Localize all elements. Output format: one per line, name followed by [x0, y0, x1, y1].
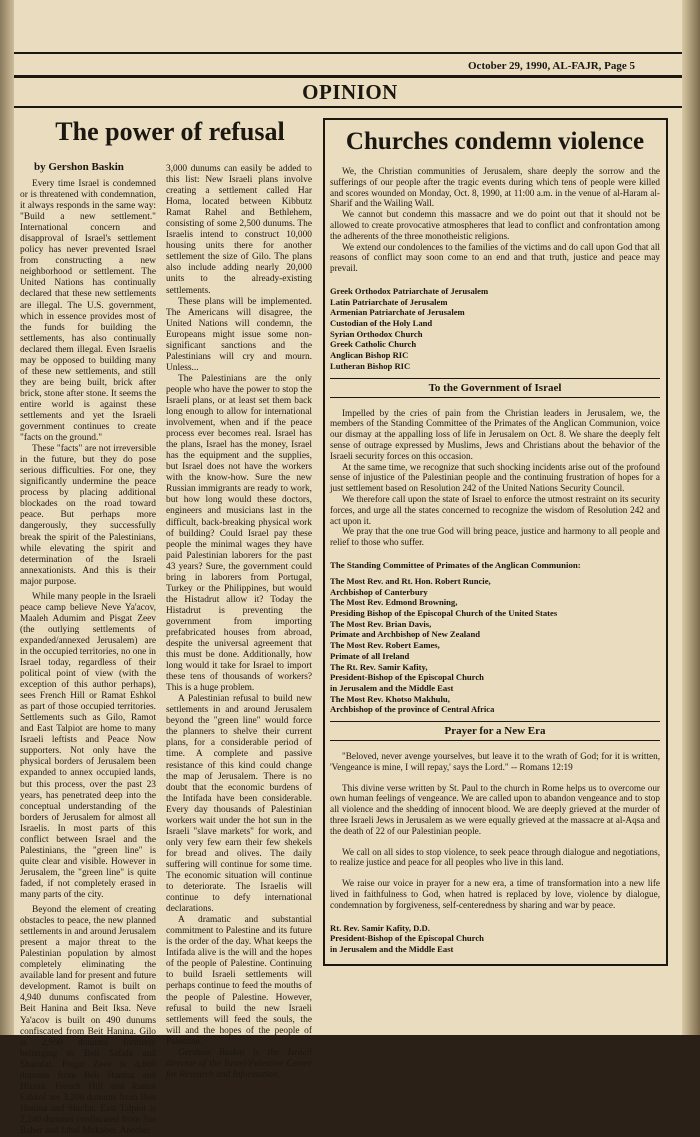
- prayer-headline: Prayer for a New Era: [444, 725, 546, 738]
- paragraph: Every time Israel is condemned or is threatened with condemnation, it always responds in the same way: "Build a new settlement." International concern and disapproval of Israel's settlement policy has never prevented Israel from constructing a new neighborhood or settlement. The United Nations has continually declared that these new settlements are illegal. The U.S. government, which in essence provides most of the funds for building the settlements, has also continually declared them illegal. Even Israelis may be opposed to building many of these new settlements, and still they are being built, brick after brick, stone after stone. It seems the entire world is against these settlements and yet the Israeli government continues to create "facts on the ground.": [20, 179, 156, 444]
- top-rule: [14, 52, 682, 54]
- signatory: Anglican Bishop RIC: [330, 350, 409, 361]
- signatory: Archbishop of Canterbury: [330, 586, 428, 597]
- paragraph: Beyond the element of creating obstacles to peace, the new planned settlements in and around Jerusalem present a major threat to the Palestinian population by almost completely eliminating the available land for present and future development. Ramot is built on 4,940 dunums confiscated from Beit Hanina and Beit Iksa. Neve Ya'acov is built on 490 dunums confiscated from Beit Hanina. Gilo is 2,950 dunums formerly belonging to Beit Safafa and Sharafat. Pisgat Zeev is 4,600 dunums from Beit Hanina and Hizma. French Hill and Ramat Eshkol are 3,200 dunums from Beit Hanina and Shu'fat. East Talpiot is 2,240 dunums confiscated from Sur Baher and Jabal Mukaber. Another: [20, 905, 156, 1136]
- paragraph: We pray that the one true God will bring peace, justice and harmony to all people and relief to those who suffer.: [330, 526, 660, 548]
- author-bio: Gershon Baskin is the Israeli director of the Israel/Palestine Center for Research and Information.: [166, 1047, 312, 1080]
- page-edge: [682, 0, 700, 1035]
- signatory: Primate and Archbishop of New Zealand: [330, 629, 481, 640]
- signatory: The Most Rev. Edmond Browning,: [330, 597, 458, 608]
- signatory: in Jerusalem and the Middle East: [330, 944, 454, 955]
- paragraph: While many people in the Israeli peace camp believe Neve Ya'acov, Maaleh Adumim and Pisgat Zeev (the outlying settlements of expanded/annexed Jerusalem) are in the occupied territories, no one in Israel today, regardless of their political point of view (with the exception of this author perhaps), sees French Hill or Ramat Eshkol as part of those occupied territories. Settlements such as Gilo, Ramot and East Talpiot are home to many Israeli leftists and Peace Now supporters. Not only have the physical borders of Jerusalem been expanded to annex occupied lands, but this process, over the past 23 years, has penetrated deep into the conceptual understanding of the borders of Jerusalem for almost all Israelis. In most parts of this conflict between Israel and the Palestinians, the "green line" is quite clear and visible. However in Jerusalem, the "green line" is quite faded, if not completely erased in many parts of the city.: [20, 591, 156, 900]
- signatory: in Jerusalem and the Middle East: [330, 682, 454, 693]
- signatory: Syrian Orthodox Church: [330, 328, 423, 339]
- signatory: Custodian of the Holy Land: [330, 318, 433, 329]
- signatory: Armenian Patriarchate of Jerusalem: [330, 307, 465, 318]
- churches-headline: Churches condemn violence: [345, 128, 645, 155]
- article-headline: The power of refusal: [55, 117, 285, 146]
- prayer-statement: [330, 751, 660, 911]
- divider: [330, 397, 660, 398]
- dateline: October 29, 1990, AL-FAJR, Page 5: [468, 60, 636, 72]
- primates-signatories: [330, 576, 660, 715]
- paragraph: We therefore call upon the state of Israel to enforce the utmost restraint on its security forces, and urge all the states concerned to recognize the wisdom of Resolution 242 and act upon it.: [330, 493, 660, 526]
- signatory: Rt. Rev. Samir Kafity, D.D.: [330, 922, 430, 933]
- section-title: OPINION: [302, 80, 398, 104]
- paragraph: A dramatic and substantial commitment to Palestine and its future is the order of the day. What keeps the Intifada alive is the will and the hopes of the people of Palestine. Continuing to build Israeli settlements will perhaps continue to feed the mouths of the people of Palestine. However, refusal to build the new Israeli settlements will feed the souls, the will and the hopes of the people of Palestine.: [166, 915, 312, 1047]
- paragraph: We, the Christian communities of Jerusalem, share deeply the sorrow and the sufferings of our people after the tragic events during which tens of people were killed and scores wounded on Monday, Oct. 8, 1990, at 11:00 a.m. in the venue of al-Haram al-Sharif and the Wailing Wall.: [330, 166, 660, 209]
- paragraph: These plans will be implemented. The Americans will disagree, the United Nations will condemn, the Europeans might issue some non-significant sanctions and the Palestinians will cry and mourn. Unless...: [166, 296, 312, 373]
- signatory: Latin Patriarchate of Jerusalem: [330, 296, 448, 307]
- signatory: The Most Rev. Robert Eames,: [330, 640, 440, 651]
- paragraph: Impelled by the cries of pain from the Christian leaders in Jerusalem, we, the members of the Standing Committee of the Primates of the Anglican Communion, voice our dismay at the appalling loss of life in Jerusalem on Oct. 8. We share the deeply felt sense of outrage expressed by Muslims, Jews and Christians about the behavior of the Israeli security forces on this occasion.: [330, 407, 660, 461]
- header-rule-thick: [14, 75, 682, 78]
- paragraph: We cannot but condemn this massacre and we do point out that it should not be allowed to create provocative atmospheres that lead to conflict and confrontation among the adherents of the three monotheistic religions.: [330, 209, 660, 241]
- churches-statement: [330, 166, 660, 274]
- statements-content: [330, 124, 660, 955]
- signatory: President-Bishop of the Episcopal Church: [330, 672, 484, 683]
- divider: [330, 740, 660, 741]
- government-statement: [330, 408, 660, 548]
- scripture-quote: "Beloved, never avenge yourselves, but leave it to the wrath of God; for it is written, 'Vengeance is mine, I will repay,' says the Lord." -- Romans 12:19: [330, 751, 660, 772]
- paragraph: These "facts" are not irreversible in the future, but they do pose serious difficulties. For one, they significantly undermine the peace process by placing additional blockades on the road toward peace. But perhaps more dangerously, they successfully break the spirit of the Palestinians, while elevating the spirit and determination of the Israeli annexationists. And this is their major purpose.: [20, 444, 156, 587]
- signatory: The Rt. Rev. Samir Kafity,: [330, 661, 428, 672]
- government-headline: To the Government of Israel: [428, 381, 562, 394]
- paragraph: This divine verse written by St. Paul to the church in Rome helps us to overcome our own human feelings of vengeance. We are called upon to abandon vengeance and to stop all violence and the shedding of innocent blood. We are deeply grieved at the murder of three Israeli Jews in Jerusalem as we were equally grieved at the massacre at al-Aqsa and the death of 22 of our Palestinian people.: [330, 782, 660, 836]
- paragraph: We raise our voice in prayer for a new era, a time of transformation into a new life lived in faithfulness to God, when hatred is replaced by love, violence by dialogue, condemnation by forgiveness, self-centeredness by sharing and war by peace.: [330, 878, 660, 910]
- paragraph: A Palestinian refusal to build new settlements in and around Jerusalem beyond the "green line" would force the planners to shelve their current plans, for a considerable period of time. A complete and passive resistance of this kind could change the map of Jerusalem. There is no doubt that the economic burdens of the Intifada have been considerable. Every day thousands of Palestinian workers wait under the hot sun in the Israeli "slave markets" for work, and only very few earn their few shekels for bread and olives. The daily suffering will continue for some time. The economic situation will continue to deteriorate. The Israelis will continue to defy international declarations.: [166, 694, 312, 915]
- signatory: President-Bishop of the Episcopal Church: [330, 933, 484, 944]
- paragraph: We extend our condolences to the families of the victims and do call upon God that all reasons of conflict may soon come to an end and that truth, justice and peace may prevail.: [330, 241, 660, 274]
- paragraph: 3,000 dunums can easily be added to this list: New Israeli plans involve creating a settlement called Har Homa, located between Kibbutz Ramat Rahel and Bethlehem, consisting of some 2,500 dunums. The Israelis intend to construct 10,000 housing units there for another settlement the size of Gilo. The plans also include adding nearly 20,000 units to the already-existing settlements.: [166, 164, 312, 296]
- paragraph: At the same time, we recognize that such shocking incidents arise out of the profound sense of injustice of the Palestinian people and the continuing frustration of hopes for a just settlement based on Resolution 242 of the United Nations Security Council.: [330, 461, 660, 494]
- section-rule: [14, 106, 682, 108]
- signatory: Primate of all Ireland: [330, 650, 410, 661]
- byline: by Gershon Baskin: [34, 161, 124, 173]
- paragraph: We call on all sides to stop violence, to seek peace through dialogue and negotiations, to realize justice and peace for all peoples who live in this land.: [330, 846, 660, 868]
- churches-signatories: [330, 286, 660, 372]
- signatory: Archbishop of the province of Central Africa: [330, 704, 495, 715]
- signatory: Greek Catholic Church: [330, 339, 417, 350]
- signatory: Greek Orthodox Patriarchate of Jerusalem: [330, 285, 489, 296]
- page-binding: [0, 0, 14, 1035]
- signatory: Lutheran Bishop RIC: [330, 360, 411, 371]
- signatory: Presiding Bishop of the Episcopal Church of the United States: [330, 608, 558, 619]
- signatory: The Most Rev. Brian Davis,: [330, 618, 432, 629]
- prayer-signatories: [330, 923, 660, 955]
- article-column-2: [166, 164, 312, 1081]
- paragraph: The Palestinians are the only people who have the power to stop the Israeli plans, or at least set them back long enough to allow for international involvement, when and if the peace process ever becomes real. Israel has the plans, Israel has the money, Israel has the equipment and the supplies, but Israel does not have the workers with the know-how. Sure the new Russian immigrants are ready to work, but how long would these doctors, engineers and musicians last in the difficult, back-breaking physical work of building? Could Israel pay these people the minimal wages they have paid Palestinian laborers for the past 43 years? Sure, the government could bring in laborers from Portugal, Turkey or the Philippines, but would the Histadrut allow it? Today the Histadrut is preventing the government from importing prefabricated houses from abroad, despite the universal agreement that this must be done. Additionally, how long would it take for Israel to import these tens of thousands of workers? This is a huge problem.: [166, 373, 312, 694]
- signatory: The Most Rev. and Rt. Hon. Robert Runcie,: [330, 575, 491, 586]
- signatory: The Most Rev. Khotso Makhulu,: [330, 693, 450, 704]
- committee-heading: The Standing Committee of Primates of the Anglican Communion:: [330, 559, 581, 570]
- article-column-1: [20, 179, 156, 1137]
